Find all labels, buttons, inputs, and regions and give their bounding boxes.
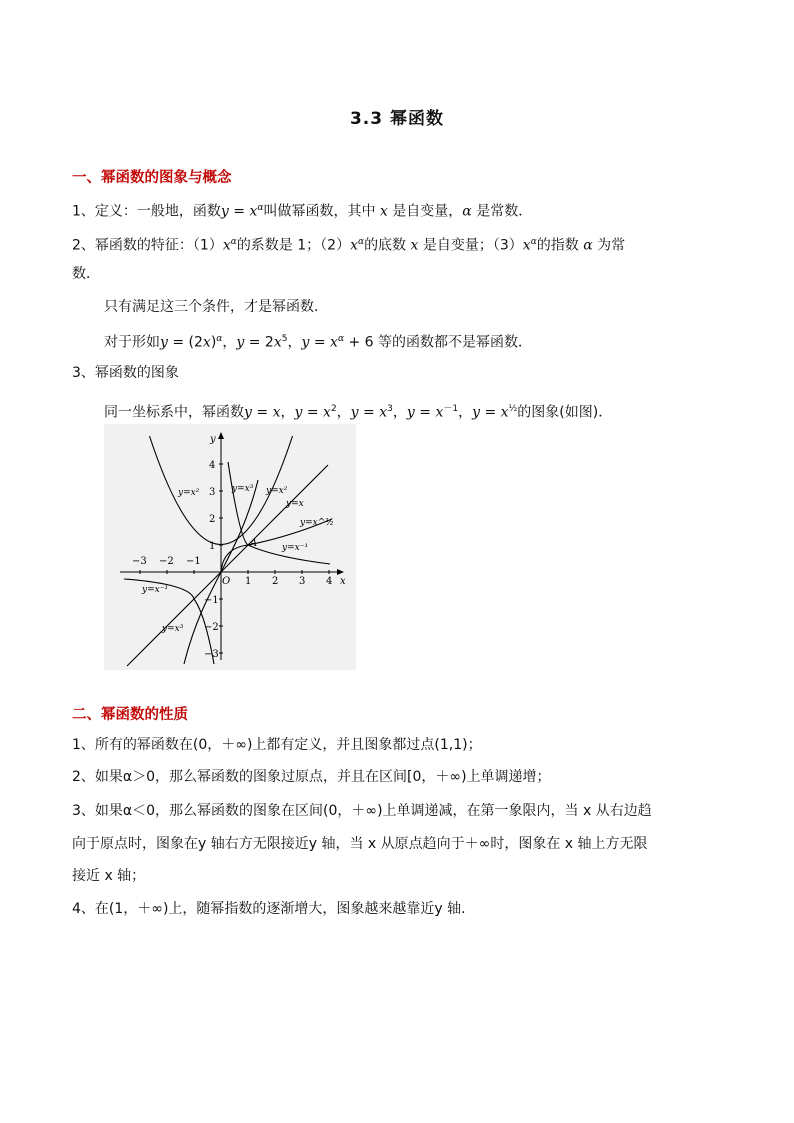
property-4: 4、在(1，＋∞)上，随幂指数的逐渐增大，图象越来越靠近y 轴． (72, 901, 476, 917)
definition-line: 1、定义：一般地，函数$y = x^\alpha$叫做幂函数，其中 x 是自变量，α 是常数． (72, 203, 533, 220)
graph-description: 同一坐标系中，幂函数y = x，$y = x^2$，$y = x^3$，$y = x^{-1}$，$y = x^{\frac{1}{2}}$的图象(如图)． (104, 404, 613, 421)
curve-label: y=x⁻¹ (142, 585, 169, 595)
y-tick-label: −1 (204, 595, 219, 606)
curve-label: y=x^½ (300, 518, 334, 528)
y-tick-label: 1 (209, 541, 216, 552)
x-tick-label: −1 (186, 556, 201, 567)
property-3-line-1: 3、如果α＜0，那么幂函数的图象在区间(0，＋∞)上单调递减，在第一象限内，当 x 从右边趋 (72, 803, 652, 819)
x-tick-label: 4 (326, 576, 333, 587)
note-non-examples: 对于形如$y = (2x)^\alpha$，$y = 2x^5$，$y = x^\alpha + 6$ 等的函数都不是幂函数． (104, 334, 533, 351)
y-tick-label: 4 (209, 460, 216, 471)
point-a-label: A (250, 538, 258, 549)
section-heading-properties: 二、幂函数的性质 (72, 707, 188, 723)
property-2: 2、如果α＞0，那么幂函数的图象过原点，并且在区间[0，＋∞)上单调递增； (72, 769, 551, 785)
x-axis-label: x (340, 576, 346, 587)
x-tick-label: −2 (159, 556, 174, 567)
origin-label: O (222, 576, 231, 587)
section-heading-concept: 一、幂函数的图象与概念 (72, 170, 232, 186)
curve-y-equals-x (127, 465, 328, 666)
curve-label: y=x (286, 499, 304, 509)
curve-label: y=x⁻¹ (282, 543, 309, 553)
property-3-line-2: 向于原点时，图象在y 轴右方无限接近y 轴，当 x 从原点趋向于＋∞时，图象在 x 轴上方无限 (72, 836, 648, 852)
curve-label: y=x² (178, 488, 200, 498)
note-conditions: 只有满足这三个条件，才是幂函数． (104, 299, 328, 315)
curve-y-equals-inverse-x-q1 (228, 462, 330, 564)
y-tick-label: 2 (209, 514, 216, 525)
x-tick-label: 2 (272, 576, 279, 587)
features-line-cont: 数． (72, 266, 100, 282)
page-title: 3.3 幂函数 (349, 109, 445, 129)
features-line: 2、幂函数的特征：$(1)x^\alpha$的系数是 1；$(2)x^\alpha$的底数 x 是自变量；$(3)x^\alpha$的指数 α 为常 (72, 237, 626, 254)
y-tick-label: −2 (204, 622, 219, 633)
y-tick-label: −3 (204, 649, 219, 660)
curve-label: y=x³ (232, 484, 254, 494)
x-axis-arrow (337, 569, 344, 575)
power-functions-figure (104, 424, 356, 670)
x-tick-label: −3 (132, 556, 147, 567)
property-1: 1、所有的幂函数在(0，＋∞)上都有定义，并且图象都过点(1,1)； (72, 737, 482, 753)
x-tick-label: 3 (299, 576, 306, 587)
curve-label: y=x² (266, 486, 288, 496)
property-3-line-3: 接近 x 轴； (72, 868, 146, 884)
x-tick-label: 1 (245, 576, 252, 587)
graph-heading: 3、幂函数的图象 (72, 365, 179, 381)
y-axis-arrow (218, 432, 224, 439)
curve-label: y=x³ (162, 624, 184, 634)
y-tick-label: 3 (209, 487, 216, 498)
y-axis-label: y (210, 434, 216, 445)
